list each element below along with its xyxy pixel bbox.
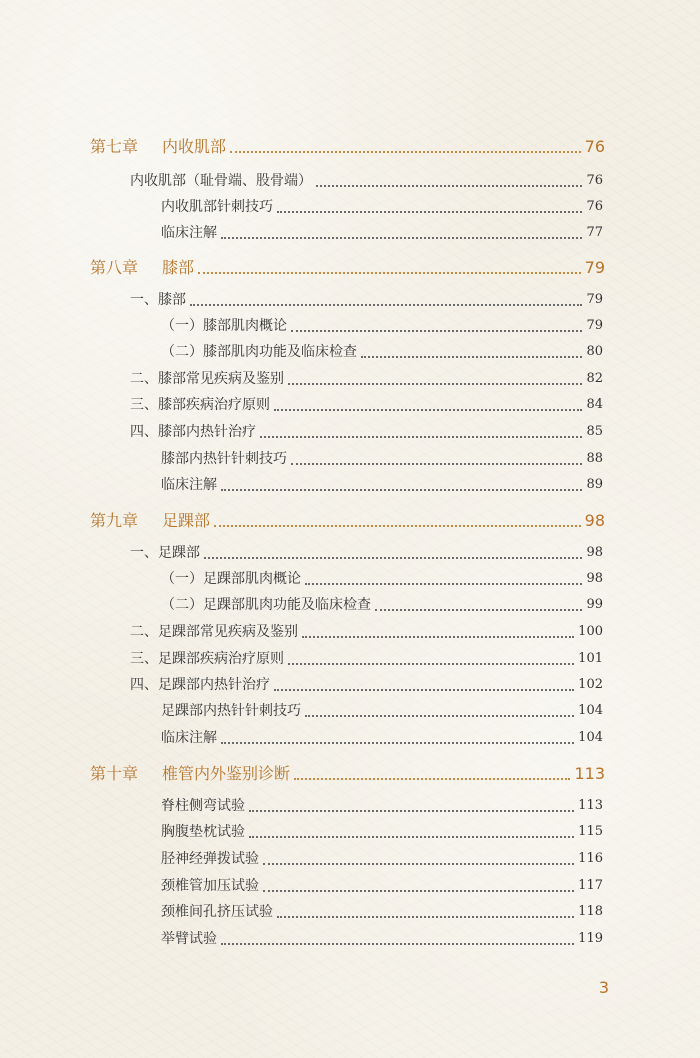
toc-entry[interactable] xyxy=(161,700,603,722)
entry-label: 举臂试验 xyxy=(161,931,217,947)
entry-page: 115 xyxy=(578,824,603,839)
dot-leader xyxy=(263,863,574,865)
entry-label: （一）足踝部肌肉概论 xyxy=(161,571,301,587)
toc-entry[interactable] xyxy=(130,674,603,696)
chapter-title: 内收肌部 xyxy=(162,137,227,156)
entry-page: 98 xyxy=(586,571,603,586)
entry-page: 99 xyxy=(586,597,603,612)
dot-leader xyxy=(288,663,574,665)
dot-leader xyxy=(221,742,574,744)
dot-leader xyxy=(302,636,574,638)
dot-leader xyxy=(190,304,582,306)
dot-leader xyxy=(305,715,574,717)
entry-label: 临床注解 xyxy=(161,477,217,493)
entry-label: 膝部内热针针刺技巧 xyxy=(161,451,287,467)
dot-leader xyxy=(204,557,582,559)
toc-chapter-7[interactable] xyxy=(90,136,605,158)
toc-entry[interactable] xyxy=(161,448,603,470)
toc-entry[interactable] xyxy=(161,795,603,817)
entry-page: 116 xyxy=(578,851,603,866)
entry-label: 三、足踝部疾病治疗原则 xyxy=(130,651,284,667)
dot-leader xyxy=(375,609,582,611)
entry-label: 胸腹垫枕试验 xyxy=(161,824,245,840)
dot-leader xyxy=(214,525,581,527)
entry-label: 三、膝部疾病治疗原则 xyxy=(130,397,270,413)
toc-entry[interactable] xyxy=(130,421,603,443)
toc-entry[interactable] xyxy=(161,727,603,749)
toc-entry[interactable] xyxy=(161,875,603,897)
entry-page: 80 xyxy=(586,344,603,359)
entry-label: 四、膝部内热针治疗 xyxy=(130,424,256,440)
toc-entry[interactable] xyxy=(161,928,603,950)
entry-label: 颈椎管加压试验 xyxy=(161,878,259,894)
toc-chapter-8[interactable] xyxy=(90,257,605,279)
entry-page: 100 xyxy=(578,624,603,639)
entry-label: 胫神经弹拨试验 xyxy=(161,851,259,867)
entry-label: 一、足踝部 xyxy=(130,545,200,561)
toc-entry[interactable] xyxy=(161,901,603,923)
dot-leader xyxy=(274,689,574,691)
entry-page: 84 xyxy=(586,397,603,412)
entry-label: （一）膝部肌肉概论 xyxy=(161,318,287,334)
chapter-page: 79 xyxy=(584,258,605,277)
toc-entry[interactable] xyxy=(161,594,603,616)
dot-leader xyxy=(274,409,582,411)
entry-page: 76 xyxy=(586,173,603,188)
entry-page: 118 xyxy=(578,904,603,919)
entry-page: 85 xyxy=(586,424,603,439)
chapter-page: 76 xyxy=(584,137,605,156)
dot-leader xyxy=(291,463,582,465)
toc-entry[interactable] xyxy=(161,222,603,244)
entry-page: 79 xyxy=(586,318,603,333)
toc-chapter-10[interactable] xyxy=(90,763,605,785)
entry-label: 临床注解 xyxy=(161,225,217,241)
dot-leader xyxy=(294,778,570,780)
toc-entry[interactable] xyxy=(130,368,603,390)
entry-page: 113 xyxy=(578,798,603,813)
entry-page: 104 xyxy=(578,730,603,745)
chapter-number: 第七章 xyxy=(90,137,139,156)
dot-leader xyxy=(361,356,582,358)
dot-leader xyxy=(316,185,582,187)
entry-page: 77 xyxy=(586,225,603,240)
toc-entry[interactable] xyxy=(161,848,603,870)
toc-entry[interactable] xyxy=(130,621,603,643)
dot-leader xyxy=(260,436,582,438)
dot-leader xyxy=(249,810,574,812)
chapter-number: 第十章 xyxy=(90,764,139,783)
toc-entry[interactable] xyxy=(161,315,603,337)
entry-page: 101 xyxy=(578,651,603,666)
entry-label: 颈椎间孔挤压试验 xyxy=(161,904,273,920)
entry-label: 二、膝部常见疾病及鉴别 xyxy=(130,371,284,387)
toc-entry[interactable] xyxy=(161,821,603,843)
toc-entry[interactable] xyxy=(130,289,603,311)
entry-page: 102 xyxy=(578,677,603,692)
entry-page: 79 xyxy=(586,292,603,307)
chapter-title: 足踝部 xyxy=(162,511,211,530)
chapter-page: 98 xyxy=(584,511,605,530)
dot-leader xyxy=(221,943,574,945)
dot-leader xyxy=(230,151,581,153)
entry-page: 89 xyxy=(586,477,603,492)
entry-label: 二、足踝部常见疾病及鉴别 xyxy=(130,624,298,640)
toc-entry[interactable] xyxy=(161,196,603,218)
entry-label: 一、膝部 xyxy=(130,292,186,308)
dot-leader xyxy=(288,383,582,385)
page-number: 3 xyxy=(598,978,609,997)
toc-entry[interactable] xyxy=(161,341,603,363)
entry-label: 足踝部内热针针刺技巧 xyxy=(161,703,301,719)
chapter-number: 第八章 xyxy=(90,258,139,277)
dot-leader xyxy=(263,890,574,892)
entry-page: 76 xyxy=(586,199,603,214)
entry-label: 临床注解 xyxy=(161,730,217,746)
entry-page: 104 xyxy=(578,703,603,718)
toc-entry[interactable] xyxy=(161,568,603,590)
chapter-title: 椎管内外鉴别诊断 xyxy=(162,764,291,783)
toc-entry[interactable] xyxy=(130,542,603,564)
toc-entry[interactable] xyxy=(161,474,603,496)
entry-page: 98 xyxy=(586,545,603,560)
dot-leader xyxy=(198,272,581,274)
entry-label: （二）足踝部肌肉功能及临床检查 xyxy=(161,597,371,613)
entry-page: 88 xyxy=(586,451,603,466)
dot-leader xyxy=(221,489,582,491)
entry-label: 四、足踝部内热针治疗 xyxy=(130,677,270,693)
toc-entry[interactable] xyxy=(130,394,603,416)
entry-page: 117 xyxy=(578,878,603,893)
toc-entry[interactable] xyxy=(130,648,603,670)
entry-page: 119 xyxy=(578,931,603,946)
entry-label: （二）膝部肌肉功能及临床检查 xyxy=(161,344,357,360)
toc-chapter-9[interactable] xyxy=(90,510,605,532)
dot-leader xyxy=(249,836,574,838)
entry-label: 内收肌部（耻骨端、股骨端） xyxy=(130,173,312,189)
dot-leader xyxy=(221,237,582,239)
dot-leader xyxy=(277,211,582,213)
chapter-page: 113 xyxy=(574,764,605,783)
dot-leader xyxy=(291,330,582,332)
chapter-number: 第九章 xyxy=(90,511,139,530)
toc-entry[interactable] xyxy=(130,170,603,192)
entry-label: 内收肌部针刺技巧 xyxy=(161,199,273,215)
entry-label: 脊柱侧弯试验 xyxy=(161,798,245,814)
entry-page: 82 xyxy=(586,371,603,386)
chapter-title: 膝部 xyxy=(162,258,195,277)
dot-leader xyxy=(277,916,574,918)
dot-leader xyxy=(305,583,582,585)
